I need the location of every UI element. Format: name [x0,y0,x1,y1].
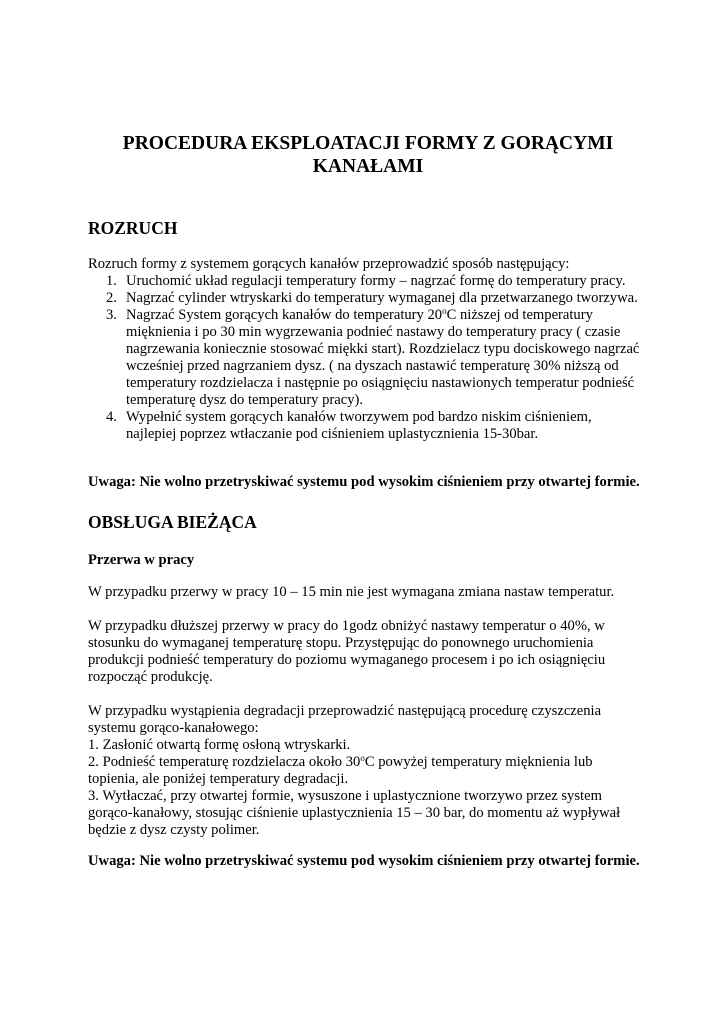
step-text: Wypełnić system gorących kanałów tworzywem pod bardzo niskim ciśnieniem, najlepiej poprzez wtłaczanie pod ciśnieniem uplastycznienia 15-30bar. [126,409,592,442]
degradation-step-1: 1. Zasłonić otwartą formę osłoną wtryskarki. [88,737,351,753]
step-text: Nagrzać System gorących kanałów do temperatury 20 [126,307,443,323]
warning-obsluga: Uwaga: Nie wolno przetryskiwać systemu pod wysokim ciśnieniem przy otwartej formie. [88,853,640,869]
rozruch-intro: Rozruch formy z systemem gorących kanałów przeprowadzić sposób następujący: [88,256,570,272]
list-item [88,307,644,409]
paragraph-short-break: W przypadku przerwy w pracy 10 – 15 min nie jest wymagana zmiana nastaw temperatur. [88,584,615,600]
paragraph-degradation [88,703,644,839]
title-line-1: PROCEDURA EKSPLOATACJI FORMY Z GORĄCYMI [122,133,614,154]
degree-superscript: o [360,753,365,763]
title-line-2: KANAŁAMI [312,156,424,177]
step-text-continued: C niższej od temperatury mięknienia i po 30 min wygrzewania podnieć nastawy do temperatury pracy ( czasie nagrzewania koniecznie stosować miękki start). Rozdzielacz typu dociskowego nagrzać wcześniej przed nagrzaniem dysz. ( na dyszach nastawić temperaturę 30% niższą od temperatury rozdzielacza i następnie po osiągnięciu nastawionych temperatur podnieść temperaturę dysz do temperatury pracy). [126,307,640,408]
step-text: Uruchomić układ regulacji temperatury formy – nagrzać formę do temperatury pracy. [126,273,626,289]
step-number: 4. [106,409,117,425]
rozruch-steps-list [88,273,644,443]
step-text-continued: C powyżej temperatury mięknienia lub topienia, ale poniżej temperatury degradacji. [88,754,593,787]
step-text: 2. Podnieść temperaturę rozdzielacza około 30 [88,754,361,770]
section-heading-rozruch: ROZRUCH [88,218,178,238]
paragraph-long-break: W przypadku dłuższej przerwy w pracy do 1godz obniżyć nastawy temperatur o 40%, w stosunku do wymaganej temperaturę stopu. Przystępując do ponownego uruchomienia produkcji podnieść temperatury do poziomu wymaganego procesem i po ich osiągnięciu rozpocząć produkcję. [88,618,606,685]
subheading-przerwa: Przerwa w pracy [88,552,195,568]
step-text: Nagrzać cylinder wtryskarki do temperatury wymaganej dla przetwarzanego tworzywa. [126,290,638,306]
degradation-step-2 [88,754,644,788]
step-number: 2. [106,290,117,306]
list-item [88,273,644,290]
section-heading-obsluga: OBSŁUGA BIEŻĄCA [88,512,257,532]
warning-rozruch: Uwaga: Nie wolno przetryskiwać systemu pod wysokim ciśnieniem przy otwartej formie. [88,474,640,490]
degradation-intro: W przypadku wystąpienia degradacji przeprowadzić następującą procedurę czyszczenia systemu gorąco-kanałowego: [88,703,602,736]
rozruch-body [88,256,644,443]
step-number: 1. [106,273,117,289]
list-item [88,290,644,307]
step-number: 3. [106,307,117,323]
degradation-step-3: 3. Wytłaczać, przy otwartej formie, wysuszone i uplastycznione tworzywo przez system gorąco-kanałowy, stosując ciśnienie uplastycznienia 15 – 30 bar, do momentu aż wypływał będzie z dysz czysty polimer. [88,788,621,838]
degree-superscript: o [442,306,447,316]
document-title [88,132,648,178]
list-item [88,409,644,443]
